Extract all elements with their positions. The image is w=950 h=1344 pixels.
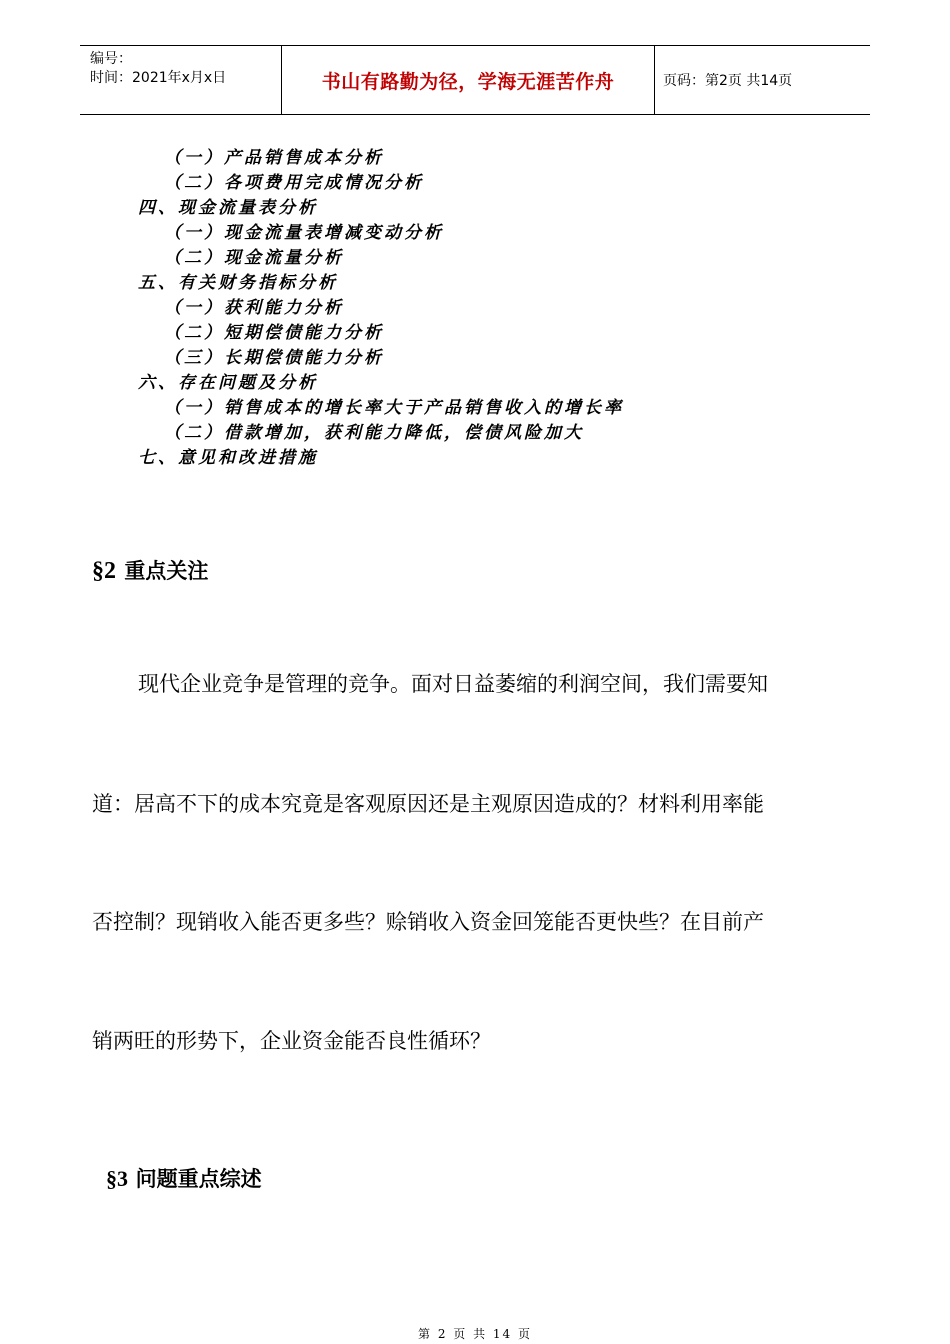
paragraph-line: 现代企业竞争是管理的竞争。面对日益萎缩的利润空间，我们需要知 xyxy=(138,672,768,696)
toc-item: （一）现金流量表增减变动分析 xyxy=(164,223,444,243)
code-label: 编号： xyxy=(90,51,132,67)
section-symbol: §3 xyxy=(106,1166,128,1191)
section-2-heading xyxy=(92,555,208,585)
paragraph-line: 道：居高不下的成本究竟是客观原因还是主观原因造成的？材料利用率能 xyxy=(92,792,764,816)
toc-item: （三）长期偿债能力分析 xyxy=(164,348,384,368)
table-of-contents xyxy=(138,146,624,471)
header-page-info: 页码：第2页 共14页 xyxy=(663,73,793,89)
toc-item: （一）产品销售成本分析 xyxy=(164,148,384,168)
toc-item: （二）现金流量分析 xyxy=(164,248,344,268)
toc-item: （一）获利能力分析 xyxy=(164,298,344,318)
toc-item: 六、存在问题及分析 xyxy=(138,373,318,393)
section-3-heading xyxy=(106,1163,262,1193)
toc-item: 四、现金流量表分析 xyxy=(138,198,318,218)
page-header xyxy=(80,45,870,115)
toc-item: （二）各项费用完成情况分析 xyxy=(164,173,424,193)
section-title: 问题重点综述 xyxy=(135,1167,262,1191)
header-motto: 书山有路勤为径，学海无涯苦作舟 xyxy=(282,46,655,114)
toc-item: （二）短期偿债能力分析 xyxy=(164,323,384,343)
time-label: 时间：2021年x月x日 xyxy=(90,70,227,86)
header-meta xyxy=(80,46,282,114)
paragraph-line: 否控制？现销收入能否更多些？赊销收入资金回笼能否更快些？在目前产 xyxy=(92,910,764,934)
section-symbol: §2 xyxy=(92,558,116,584)
page-footer: 第 2 页 共 14 页 xyxy=(418,1327,532,1341)
section-title: 重点关注 xyxy=(124,559,209,583)
paragraph-line: 销两旺的形势下，企业资金能否良性循环？ xyxy=(92,1029,491,1053)
toc-item: （二）借款增加，获利能力降低，偿债风险加大 xyxy=(164,423,584,443)
toc-item: （一）销售成本的增长率大于产品销售收入的增长率 xyxy=(164,398,624,418)
toc-item: 五、有关财务指标分析 xyxy=(138,273,338,293)
toc-item: 七、意见和改进措施 xyxy=(138,448,318,468)
